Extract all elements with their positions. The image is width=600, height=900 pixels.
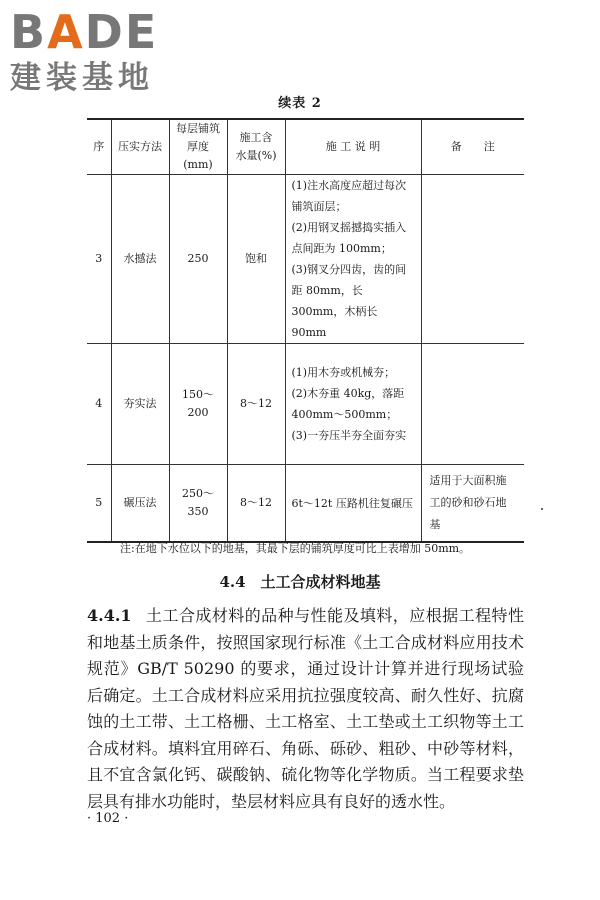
- page-number: · 102 ·: [87, 811, 129, 826]
- cell-method: 碾压法: [111, 465, 169, 543]
- cell-no: 5: [87, 465, 111, 543]
- header-no: 序: [87, 119, 111, 175]
- cell-thickness: 250: [169, 175, 227, 344]
- logo-letter-a: A: [47, 5, 85, 59]
- description-item: 6t～12t 压路机往复碾压: [291, 496, 413, 510]
- cell-description: [285, 344, 421, 465]
- cell-no: 3: [87, 175, 111, 344]
- logo-subtitle: 建装基地: [10, 60, 154, 96]
- table-row: [87, 175, 524, 344]
- cell-water: 8～12: [227, 344, 285, 465]
- clause-paragraph: [87, 603, 524, 815]
- cell-method: 水撼法: [111, 175, 169, 344]
- header-remarks: 备 注: [421, 119, 524, 175]
- header-thickness-line2: 厚度(mm): [183, 140, 213, 171]
- cell-thickness: 250～350: [169, 465, 227, 543]
- cell-water: 饱和: [227, 175, 285, 344]
- compaction-method-table: [87, 118, 524, 543]
- cell-description: [285, 175, 421, 344]
- cell-remarks: 适用于大面积施工的砂和砂石地基: [421, 465, 524, 543]
- cell-water: 8～12: [227, 465, 285, 543]
- table-header-row: [87, 119, 524, 175]
- header-method: 压实方法: [111, 119, 169, 175]
- description-item: (1)用木夯或机械夯；: [291, 366, 396, 379]
- logo-wordmark: [10, 5, 180, 59]
- logo-letters-de: DE: [84, 5, 159, 59]
- cell-thickness: 150～200: [169, 344, 227, 465]
- cell-remarks: [421, 175, 524, 344]
- header-water-line1: 施工含: [239, 131, 273, 144]
- header-water: [227, 119, 285, 175]
- cell-method: 夯实法: [111, 344, 169, 465]
- logo-letter-b: B: [10, 5, 48, 59]
- description-item: (1)注水高度应超过每次铺筑面层；: [291, 179, 407, 213]
- description-item: (2)用钢叉摇撼捣实插入点间距为 100mm；: [291, 221, 407, 255]
- clause-text: 土工合成材料的品种与性能及填料，应根据工程特性和地基土质条件，按照国家现行标准《土工合成材料应用技术规范》GB/T 50290 的要求，通过设计计算并进行现场试验后确定。土工合成材料应采用抗拉强度较高、耐久性好、抗腐蚀的土工带、土工格栅、土工格室、土工垫或土工织物等土工合成材料。填料宜用碎石、角砾、砾砂、粗砂、中砂等材料，且不宜含氯化钙、碳酸钠、硫化物等化学物质。当工程要求垫层具有排水功能时，垫层材料应具有良好的透水性。: [87, 606, 524, 811]
- scan-speck: [541, 508, 543, 510]
- cell-description: [285, 465, 421, 543]
- cell-no: 4: [87, 344, 111, 465]
- logo: [10, 5, 180, 96]
- header-thickness-line1: 每层铺筑: [176, 122, 220, 135]
- table-footnote: 注:在地下水位以下的地基，其最下层的铺筑厚度可比上表增加 50mm。: [120, 542, 471, 555]
- description-item: (2)木夯重 40kg，落距 400mm～500mm；: [291, 387, 405, 421]
- table-row: [87, 465, 524, 543]
- description-item: (3)钢叉分四齿，齿的间距 80mm，长 300mm，木柄长 90mm: [291, 263, 407, 339]
- description-item: (3)一夯压半夯全面夯实: [291, 429, 407, 442]
- header-description: 施 工 说 明: [285, 119, 421, 175]
- header-thickness: [169, 119, 227, 175]
- table-row: [87, 344, 524, 465]
- section-title: 4.4 土工合成材料地基: [219, 573, 381, 591]
- header-water-line2: 水量(%): [235, 149, 277, 162]
- cell-remarks: [421, 344, 524, 465]
- table-caption: 续表 2: [278, 96, 322, 111]
- clause-number: 4.4.1: [87, 606, 132, 625]
